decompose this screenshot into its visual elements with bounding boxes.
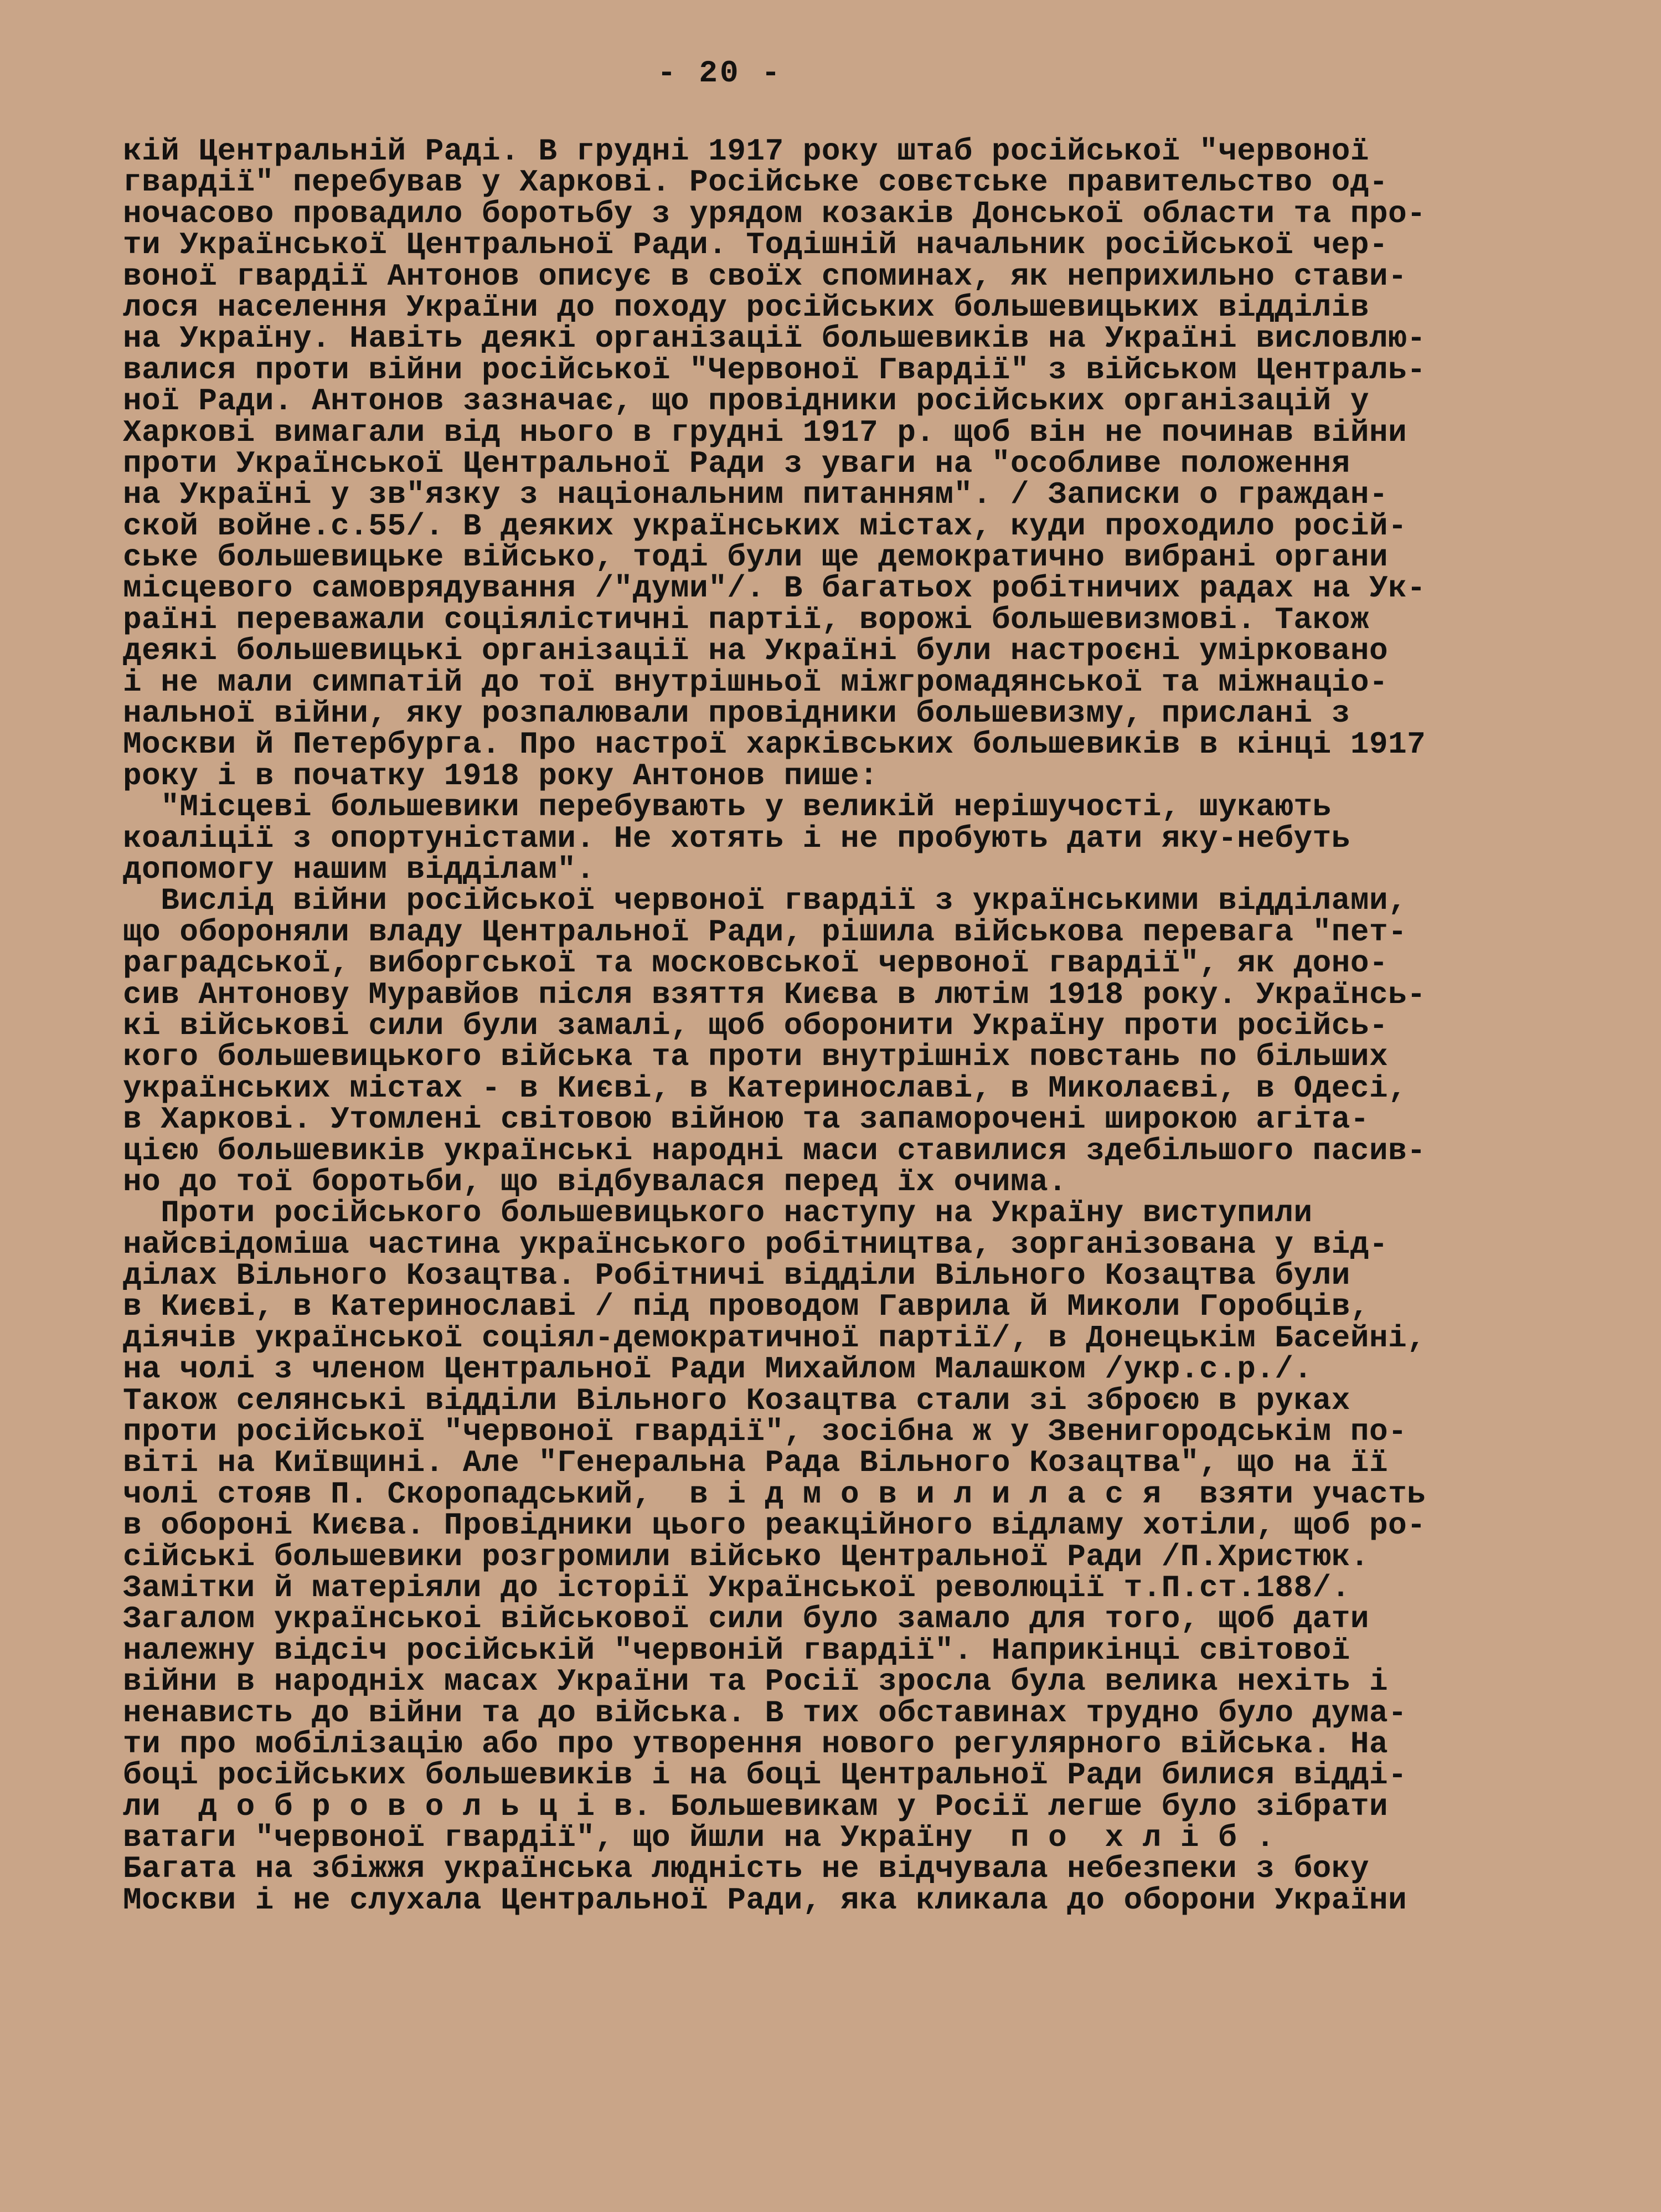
text-line: на чолі з членом Центральної Ради Михайлом Малашком /укр.с.р./. [123,1351,1313,1387]
text-line: чолі стояв П. Скоропадський, в і д м о в и л и л а с я взяти участь [123,1476,1426,1512]
text-line: цією большевиків українські народні маси ставилися здебільшого пасив- [123,1133,1426,1169]
text-line: ти Української Центральної Ради. Тодішній начальник російської чер- [123,227,1389,263]
text-line: Багата на збіжжя українська людність не відчувала небезпеки з боку [123,1851,1369,1887]
text-line: ватаги "червоної гвардії", що йшли на Україну п о х л і б . [123,1820,1275,1856]
text-line: гвардії" перебував у Харкові. Російське совєтське правительство од- [123,164,1389,200]
text-line: ділах Вільного Козацтва. Робітничі відділи Вільного Козацтва були [123,1258,1350,1294]
text-line: коаліції з опортуністами. Не хотять і не пробують дати яку-небуть [123,820,1350,856]
text-line: місцевого самоврядування /"думи"/. В багатьох робітничих радах на Ук- [123,570,1426,606]
text-line: Проти російського большевицького наступу на Україну виступили [123,1195,1313,1231]
text-line: на Україну. Навіть деякі організації большевиків на Україні висловлю- [123,321,1426,357]
text-line: належну відсіч російській "червоній гвардії". Наприкінці світової [123,1632,1350,1668]
text-line: війни в народніх масах України та Росії зросла була велика нехіть і [123,1664,1389,1700]
text-line: раградської, виборгської та московської червоної гвардії", як доно- [123,945,1389,981]
text-line: кі військові сили були замалі, щоб оборонити Україну проти російсь- [123,1007,1389,1043]
text-line: воної гвардії Антонов описує в своїх споминах, як неприхильно стави- [123,258,1407,294]
text-line: ской войне.с.55/. В деяких українських містах, куди проходило росій- [123,508,1407,544]
text-line: ночасово провадило боротьбу з урядом козаків Донської области та про- [123,196,1426,232]
text-line: допомогу нашим відділам". [123,851,595,887]
text-line: в обороні Києва. Провідники цього реакційного відламу хотіли, щоб ро- [123,1508,1426,1544]
text-line: кій Центральній Раді. В грудні 1917 року штаб російської "червоної [123,133,1369,169]
text-line: раїні переважали соціялістичні партії, ворожі большевизмові. Також [123,601,1369,637]
text-line: в Харкові. Утомлені світовою війною та запаморочені широкою агіта- [123,1102,1369,1138]
text-line: в Києві, в Катеринославі / під проводом Гаврила й Миколи Горобців, [123,1289,1369,1325]
text-line: кого большевицького війська та проти внутрішніх повстань по більших [123,1039,1389,1075]
text-line: українських містах - в Києві, в Катеринославі, в Миколаєві, в Одесі, [123,1070,1407,1106]
text-line: ти про мобілізацію або про утворення нового регулярного війська. На [123,1726,1389,1762]
text-line: нальної війни, яку розпалювали провідники большевизму, прислані з [123,696,1350,732]
text-line: року і в початку 1918 року Антонов пише: [123,758,879,794]
text-line: діячів української соціял-демократичної партії/, в Донецькім Басейні, [123,1320,1426,1356]
text-line: валися проти війни російської "Червоної Гвардії" з військом Централь- [123,352,1426,388]
text-line: "Місцеві большевики перебувають у великій нерішучості, шукають [123,789,1332,825]
page-number: - 20 - [657,55,782,91]
text-line: ненависть до війни та до війська. В тих обставинах трудно було дума- [123,1695,1407,1731]
text-line: найсвідоміша частина українського робітництва, зорганізована у від- [123,1226,1389,1262]
text-line: віті на Київщині. Але "Генеральна Рада Вільного Козацтва", що на її [123,1445,1389,1481]
text-line: сив Антонову Муравйов після взяття Києва в лютім 1918 року. Українсь- [123,976,1426,1012]
text-line: ної Ради. Антонов зазначає, що провідники російських організацій у [123,383,1369,419]
text-line: Загалом українськоі військової сили було замало для того, щоб дати [123,1601,1369,1637]
document-body [123,133,1562,1918]
text-line: що обороняли владу Центральної Ради, рішила військова перевага "пет- [123,914,1407,950]
text-line: но до тої боротьби, що відбувалася перед їх очима. [123,1164,1067,1200]
text-line: Харкові вимагали від нього в грудні 1917 р. щоб він не починав війни [123,414,1407,450]
text-line: Вислід війни російської червоної гвардії з українськими відділами, [123,883,1407,919]
text-line: деякі большевицькі організації на Україні були настроєні уміркованo [123,633,1389,669]
text-line: проти російської "червоної гвардії", зосібна ж у Звенигородськім по- [123,1414,1407,1450]
text-line: і не мали симпатій до тої внутрішньої міжгромадянської та міжнаціо- [123,664,1389,700]
text-line: на Україні у зв"язку з національним питанням". / Записки о граждан- [123,477,1389,513]
text-line: боці російських большевиків і на боці Центральної Ради билися відді- [123,1757,1407,1793]
text-line: Москви і не слухала Центральної Ради, яка кликала до оборони України [123,1882,1407,1918]
text-line: проти Української Центральної Ради з уваги на "особливе положення [123,445,1350,481]
text-line: ли д о б р о в о л ь ц і в. Большевикам у Росії легше було зібрати [123,1788,1389,1824]
text-line: сійські большевики розгромили військо Центральної Ради /П.Христюк. [123,1539,1369,1575]
text-line: Москви й Петербурга. Про настрої харківських большевиків в кінці 1917 [123,727,1426,763]
text-line: Також селянські відділи Вільного Козацтва стали зі зброєю в руках [123,1382,1350,1418]
text-line: Замітки й матеріяли до історії Української революції т.П.ст.188/. [123,1570,1350,1606]
text-line: ське большевицьке військо, тоді були ще демократично вибрані органи [123,539,1389,575]
text-line: лося населення України до походу російських большевицьких відділів [123,289,1369,325]
